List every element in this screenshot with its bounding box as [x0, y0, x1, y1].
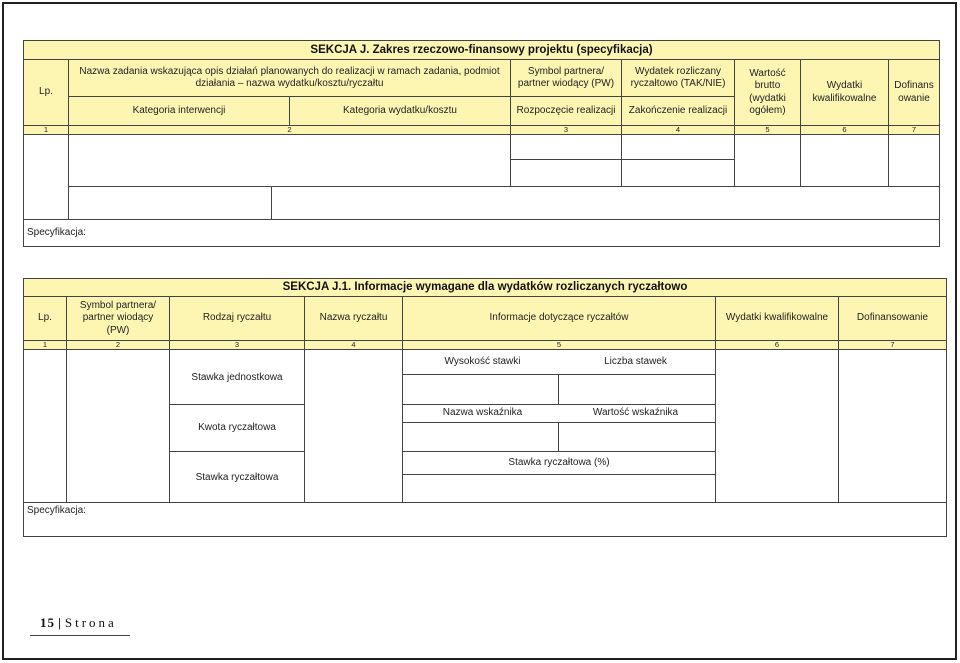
section-j-num-2: 2 [68, 125, 511, 135]
section-j1-cofin-header: Dofinansowanie [838, 296, 947, 341]
section-j1-partner-cell[interactable] [66, 349, 170, 503]
section-j1-flat-rate-type: Stawka ryczałtowa [169, 451, 305, 503]
section-j1-num-2: 2 [66, 340, 170, 350]
section-j-lp-cell[interactable] [23, 134, 69, 220]
section-j1-lp-header: Lp. [23, 296, 67, 341]
section-j1-unit-count-label: Liczba stawek [604, 355, 667, 367]
section-j1-indicator-value-value[interactable] [558, 422, 716, 452]
page-separator: | [58, 615, 62, 630]
section-j1-eligible-header: Wydatki kwalifikowalne [715, 296, 839, 341]
section-j-num-1: 1 [23, 125, 69, 135]
section-j-start-cell[interactable] [510, 159, 622, 187]
section-j1-cofin-cell[interactable] [838, 349, 947, 503]
section-j-gross-cell[interactable] [734, 134, 801, 187]
section-j1-unit-rate-type: Stawka jednostkowa [169, 349, 305, 405]
section-j1-num-7: 7 [838, 340, 947, 350]
section-j-category-expense-header: Kategoria wydatku/kosztu [289, 96, 511, 126]
page-word: Strona [64, 615, 117, 630]
section-j1-lump-sum-type: Kwota ryczałtowa [169, 404, 305, 452]
section-j1-num-4: 4 [304, 340, 403, 350]
section-j1-lump-info-header [402, 404, 716, 423]
section-j-num-7: 7 [888, 125, 940, 135]
section-j-title: SEKCJA J. Zakres rzeczowo-finansowy projektu (specyfikacja) [23, 40, 940, 60]
section-j1-unit-count-value[interactable] [558, 374, 716, 405]
section-j1-name-header: Nazwa ryczałtu [304, 296, 403, 341]
section-j1-unit-rate-value[interactable] [402, 374, 559, 405]
section-j1-type-header: Rodzaj ryczałtu [169, 296, 305, 341]
page-footer [40, 615, 117, 631]
section-j-spec-label: Specyfikacja: [27, 226, 86, 238]
section-j-partner-header: Symbol partnera/ partner wiodący (PW) [510, 59, 622, 97]
section-j-start-header: Rozpoczęcie realizacji [510, 96, 622, 126]
section-j1-info-header: Informacje dotyczące ryczałtów [402, 296, 716, 341]
section-j-num-5: 5 [734, 125, 801, 135]
section-j-partner-cell[interactable] [510, 134, 622, 160]
section-j1-num-3: 3 [169, 340, 305, 350]
section-j-cofin-header: Dofinans owanie [888, 59, 940, 126]
section-j-flat-header: Wydatek rozliczany ryczałtowo (TAK/NIE) [621, 59, 735, 97]
section-j-num-6: 6 [800, 125, 889, 135]
section-j1-num-6: 6 [715, 340, 839, 350]
section-j-category-expense-cell[interactable] [271, 186, 940, 220]
section-j1-flat-rate-percent-label: Stawka ryczałtowa (%) [402, 451, 716, 475]
section-j-eligible-cell[interactable] [800, 134, 889, 187]
section-j-spec-row[interactable] [23, 219, 940, 247]
section-j1-num-1: 1 [23, 340, 67, 350]
section-j1-num-5: 5 [402, 340, 716, 350]
section-j1-eligible-cell[interactable] [715, 349, 839, 503]
section-j-gross-header: Wartość brutto (wydatki ogółem) [734, 59, 801, 126]
page-number: 15 [40, 615, 55, 630]
section-j1-spec-row[interactable] [23, 502, 947, 537]
section-j-end-cell[interactable] [621, 159, 735, 187]
section-j1-name-cell[interactable] [304, 349, 403, 503]
section-j-num-4: 4 [621, 125, 735, 135]
section-j-flat-cell[interactable] [621, 134, 735, 160]
section-j-category-intervention-header: Kategoria interwencji [68, 96, 290, 126]
section-j-task-cell[interactable] [68, 134, 511, 187]
section-j1-flat-rate-percent-value[interactable] [402, 474, 716, 503]
section-j1-unit-rate-info-header [402, 349, 716, 375]
section-j1-indicator-name-label: Nazwa wskaźnika [442, 407, 523, 419]
section-j1-lp-cell[interactable] [23, 349, 67, 503]
section-j-cofin-cell[interactable] [888, 134, 940, 187]
section-j-num-3: 3 [510, 125, 622, 135]
section-j-eligible-header: Wydatki kwalifikowalne [800, 59, 889, 126]
section-j1-indicator-value-label: Wartość wskaźnika [592, 407, 679, 419]
section-j1-partner-header: Symbol partnera/ partner wiodący (PW) [66, 296, 170, 341]
section-j1-indicator-name-value[interactable] [402, 422, 559, 452]
footer-rule [30, 635, 130, 636]
section-j1-title: SEKCJA J.1. Informacje wymagane dla wydatków rozliczanych ryczałtowo [23, 278, 947, 297]
section-j1-unit-rate-label: Wysokość stawki [444, 355, 521, 367]
section-j-category-intervention-cell[interactable] [68, 186, 272, 220]
section-j-lp-header: Lp. [23, 59, 69, 126]
section-j-task-header: Nazwa zadania wskazująca opis działań planowanych do realizacji w ramach zadania, podmiot działania – nazwa wydatku/kosztu/ryczałtu [68, 59, 511, 97]
section-j-end-header: Zakończenie realizacji [621, 96, 735, 126]
section-j1-spec-label: Specyfikacja: [27, 505, 86, 516]
